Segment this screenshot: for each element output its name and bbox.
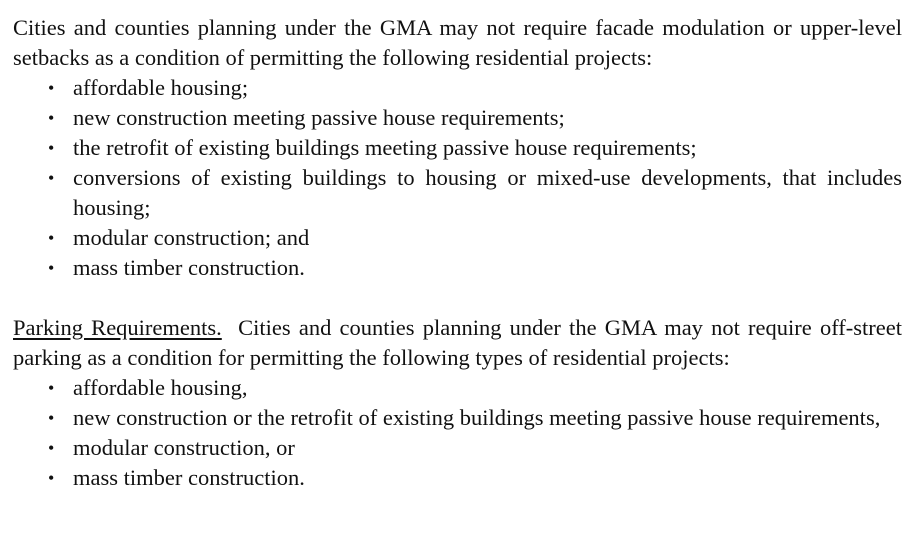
bullet-icon: • [48, 258, 55, 278]
list-item: • mass timber construction. [73, 463, 902, 493]
bullet-icon: • [48, 378, 55, 398]
bullet-icon: • [48, 228, 55, 248]
section2-bullet-list [13, 373, 902, 493]
bullet-icon: • [48, 438, 55, 458]
bullet-icon: • [48, 168, 55, 188]
document-page [13, 13, 902, 493]
bullet-icon: • [48, 138, 55, 158]
list-item: • conversions of existing buildings to housing or mixed-use developments, that includes housing; [48, 165, 902, 220]
list-item: • affordable housing, [73, 373, 902, 403]
section2-intro: Parking Requirements. Cities and counties planning under the GMA may not require off-street parking as a condition for permitting the following types of residential projects: [13, 315, 903, 370]
list-item: • new construction or the retrofit of existing buildings meeting passive house requirements, [73, 403, 902, 433]
paragraph-spacer [13, 283, 902, 313]
list-item: • modular construction, or [73, 433, 902, 463]
list-item: • the retrofit of existing buildings meeting passive house requirements; [73, 133, 902, 163]
list-item: • mass timber construction. [73, 253, 902, 283]
section1-intro: Cities and counties planning under the GMA may not require facade modulation or upper-level setbacks as a condition of permitting the following residential projects: [13, 15, 902, 70]
section-heading-parking: Parking Requirements. [13, 315, 222, 340]
list-item: • modular construction; and [73, 223, 902, 253]
bullet-icon: • [48, 78, 55, 98]
list-item: • new construction meeting passive house requirements; [73, 103, 902, 133]
bullet-icon: • [48, 468, 55, 488]
list-item: • affordable housing; [73, 73, 902, 103]
bullet-icon: • [48, 108, 55, 128]
bullet-icon: • [48, 408, 55, 428]
section1-bullet-list [13, 73, 902, 283]
